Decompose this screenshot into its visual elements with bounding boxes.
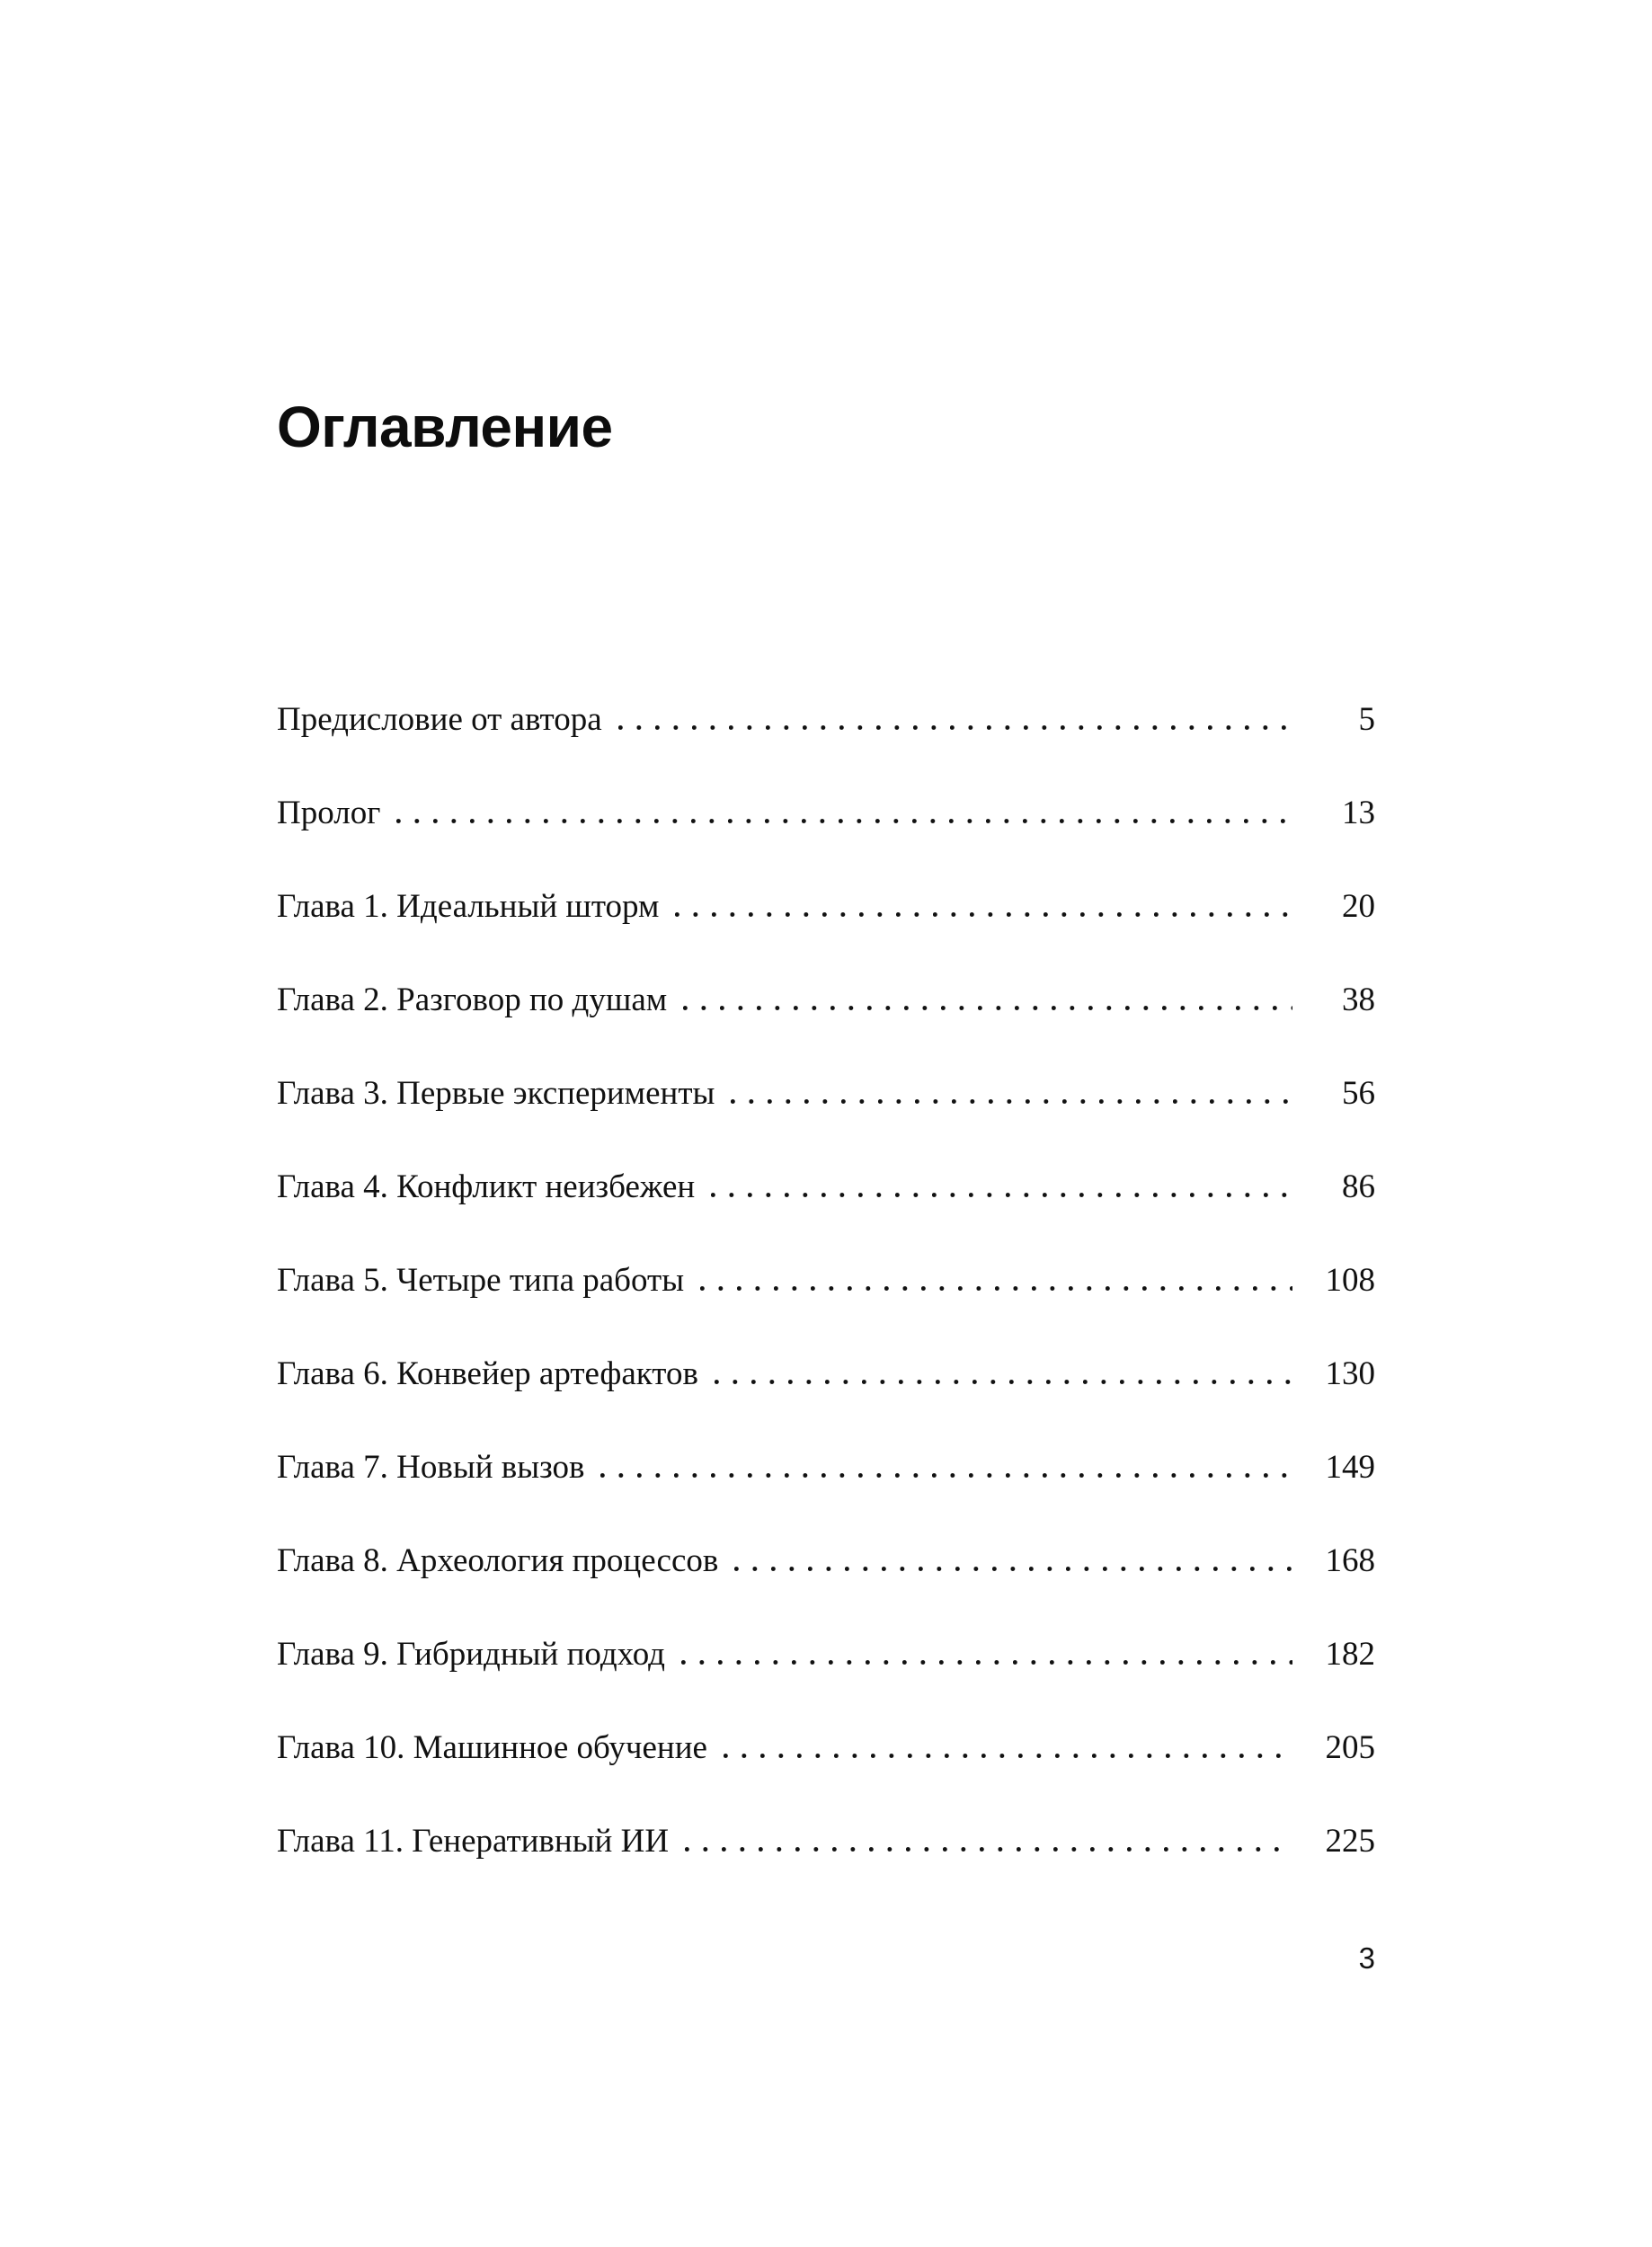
dot-leader [600, 1473, 1292, 1478]
toc-entry-title: Предисловие от автора [277, 701, 602, 738]
toc-entry [277, 1357, 1375, 1391]
toc-entry-page: 13 [1342, 795, 1375, 831]
toc-entry-title: Глава 1. Идеальный шторм [277, 888, 660, 925]
toc-entry [277, 1264, 1375, 1298]
dot-leader [675, 912, 1292, 917]
toc-entry [277, 1731, 1375, 1765]
toc-entry-page: 5 [1358, 701, 1375, 738]
dot-leader [700, 1286, 1292, 1291]
toc-entry-page: 130 [1325, 1355, 1375, 1392]
dot-leader [396, 819, 1292, 823]
toc-entry [277, 1544, 1375, 1578]
toc-entry-title: Глава 4. Конфликт неизбежен [277, 1168, 696, 1205]
toc-entry-page: 20 [1342, 888, 1375, 925]
toc-entry-title: Глава 5. Четыре типа работы [277, 1262, 685, 1299]
toc-entry-page: 205 [1325, 1729, 1375, 1766]
dot-leader [734, 1567, 1292, 1571]
toc-entry [277, 1825, 1375, 1859]
toc-entry [277, 983, 1375, 1017]
page-number: 3 [1358, 1941, 1375, 1975]
toc-entry [277, 1170, 1375, 1204]
toc-entry [277, 796, 1375, 830]
page-title: Оглавление [277, 395, 613, 459]
toc-entry-title: Глава 3. Первые эксперименты [277, 1075, 715, 1112]
toc-entry-title: Глава 2. Разговор по душам [277, 981, 668, 1018]
dot-leader [731, 1099, 1292, 1104]
toc-entry-page: 168 [1325, 1542, 1375, 1579]
toc-entry-title: Глава 11. Генеративный ИИ [277, 1823, 670, 1860]
toc-entry-title: Глава 10. Машинное обучение [277, 1729, 707, 1766]
toc-entry-page: 56 [1342, 1075, 1375, 1112]
dot-leader [711, 1193, 1292, 1197]
toc-entry-page: 149 [1325, 1449, 1375, 1486]
toc-entry-page: 38 [1342, 981, 1375, 1018]
dot-leader [715, 1380, 1292, 1384]
toc-entry-page: 86 [1342, 1168, 1375, 1205]
toc-entry-page: 225 [1325, 1823, 1375, 1860]
toc-entry-title: Глава 9. Гибридный подход [277, 1636, 666, 1673]
dot-leader [724, 1754, 1292, 1758]
toc-entry [277, 1451, 1375, 1485]
toc-entry-page: 182 [1325, 1636, 1375, 1673]
toc-entry-title: Глава 7. Новый вызов [277, 1449, 585, 1486]
dot-leader [685, 1847, 1292, 1852]
toc-entry-page: 108 [1325, 1262, 1375, 1299]
toc-entry [277, 1077, 1375, 1111]
toc-entry [277, 890, 1375, 924]
toc-entry [277, 703, 1375, 737]
toc-entry-title: Глава 8. Археология процессов [277, 1542, 719, 1579]
dot-leader [618, 725, 1292, 730]
toc-entry-title: Глава 6. Конвейер артефактов [277, 1355, 698, 1392]
dot-leader [683, 1006, 1292, 1010]
dot-leader [681, 1660, 1292, 1665]
toc-entry-title: Пролог [277, 795, 381, 831]
toc-entry [277, 1638, 1375, 1672]
toc-list [277, 703, 1375, 1859]
